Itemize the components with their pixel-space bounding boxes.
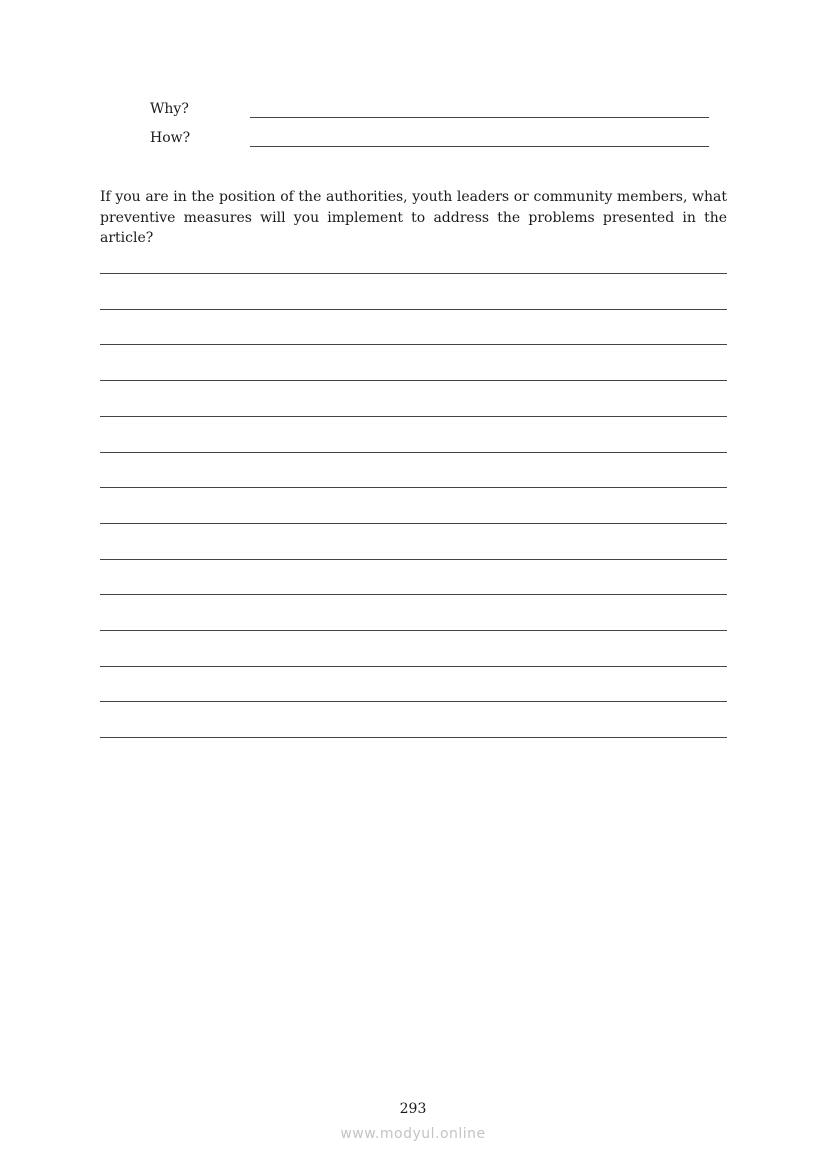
short-question-label: Why? [150, 101, 189, 117]
watermark: www.modyul.online [340, 1126, 486, 1142]
answer-line[interactable] [100, 630, 727, 631]
answer-line[interactable] [100, 380, 727, 381]
essay-question: If you are in the position of the authorities, youth leaders or community members, what preventive measures will you implement to address the problems presented in the article? [100, 189, 727, 246]
short-question-how [150, 130, 710, 150]
answer-line[interactable] [100, 737, 727, 738]
answer-line[interactable] [100, 487, 727, 488]
answer-line[interactable] [100, 452, 727, 453]
answer-line[interactable] [100, 309, 727, 310]
answer-line[interactable] [100, 594, 727, 595]
short-question-label: How? [150, 130, 191, 146]
answer-line[interactable] [100, 559, 727, 560]
answer-line[interactable] [100, 273, 727, 274]
answer-line[interactable] [100, 701, 727, 702]
page-number: 293 [399, 1101, 427, 1117]
answer-line[interactable] [100, 416, 727, 417]
answer-line[interactable] [100, 344, 727, 345]
answer-line[interactable] [100, 666, 727, 667]
answer-blank-why[interactable] [250, 117, 709, 118]
short-question-why [150, 101, 710, 121]
answer-line[interactable] [100, 523, 727, 524]
answer-blank-how[interactable] [250, 146, 709, 147]
